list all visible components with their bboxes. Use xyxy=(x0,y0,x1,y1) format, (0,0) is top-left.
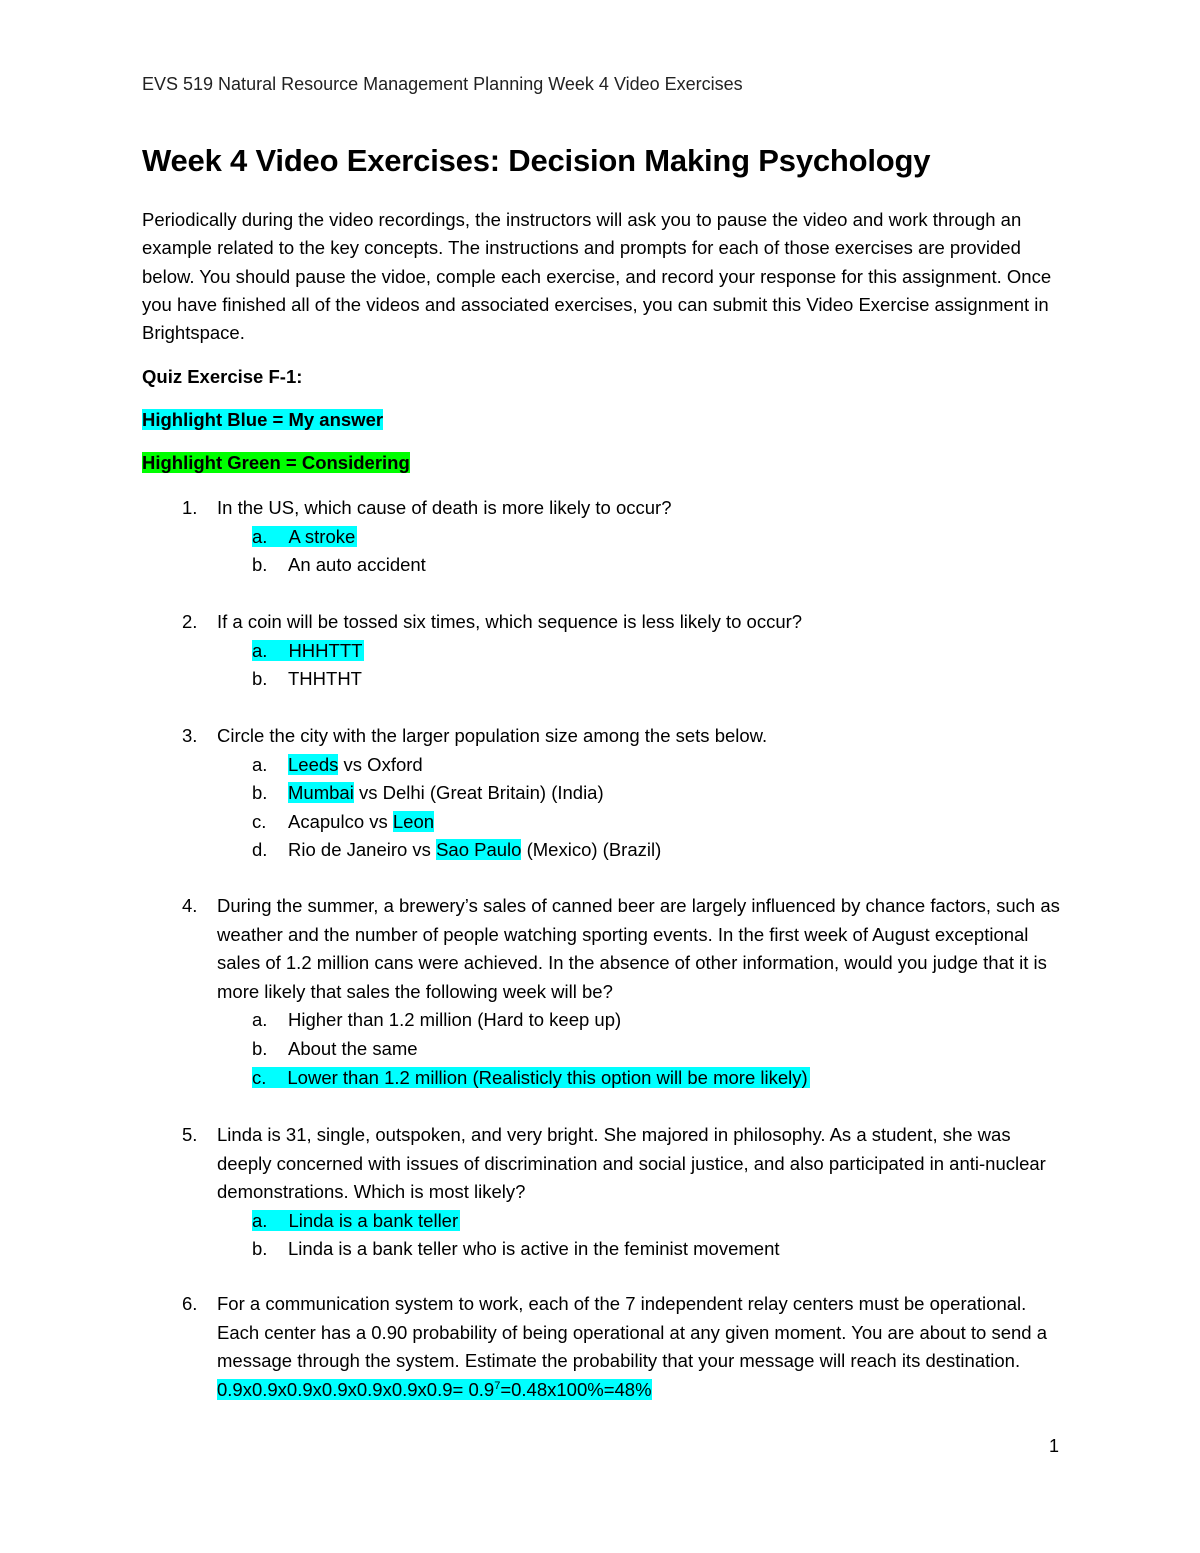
selected-answer: Sao Paulo xyxy=(436,839,522,861)
option-b: b. THHTHT xyxy=(252,668,362,690)
selected-answer: a. A stroke xyxy=(252,525,356,547)
page-header: EVS 519 Natural Resource Management Planning Week 4 Video Exercises xyxy=(142,74,743,94)
selected-answer: a. HHHTTT xyxy=(252,639,363,661)
selected-answer: c. Lower than 1.2 million (Realisticly this option will be more likely) xyxy=(252,1066,808,1088)
question-1 xyxy=(182,494,1062,580)
question-number: 6. xyxy=(182,1293,198,1314)
option-c xyxy=(252,1064,1062,1093)
question-number: 3. xyxy=(182,725,198,746)
quiz-label: Quiz Exercise F-1: xyxy=(142,366,303,387)
intro-paragraph: Periodically during the video recordings, the instructors will ask you to pause the video and work through an example related to the key concepts. The instructions and prompts for each of those exercises are provided below. You should pause the vidoe, comple each exercise, and record your response for this assignment. Once you have finished all of the videos and associated exercises, you can submit this Video Exercise assignment in Brightspace. xyxy=(142,209,1052,344)
question-4 xyxy=(182,892,1062,1092)
option-b: b. About the same xyxy=(252,1037,418,1059)
option-a xyxy=(252,523,1062,552)
question-number: 1. xyxy=(182,497,198,518)
option-b: b. Mumbai vs Delhi (Great Britain) (India) xyxy=(252,782,604,804)
question-2 xyxy=(182,608,1062,694)
selected-answer: Mumbai xyxy=(288,782,354,804)
legend-green xyxy=(142,452,410,474)
question-text: Circle the city with the larger population size among the sets below. xyxy=(217,725,768,746)
option-a xyxy=(252,1207,1062,1236)
legend-blue xyxy=(142,409,383,431)
question-text: During the summer, a brewery’s sales of canned beer are largely influenced by chance factors, such as weather and the number of people watching sporting events. In the first week of August exceptional sales of 1.2 million cans were achieved. In the absence of other information, would you judge that it is more likely that sales the following week will be? xyxy=(217,895,1060,1002)
question-3 xyxy=(182,722,1062,865)
option-a: a. Leeds vs Oxford xyxy=(252,753,423,775)
option-d: d. Rio de Janeiro vs Sao Paulo (Mexico) (Brazil) xyxy=(252,839,662,861)
question-number: 2. xyxy=(182,611,198,632)
question-number: 5. xyxy=(182,1124,198,1145)
selected-answer: a. Linda is a bank teller xyxy=(252,1209,459,1231)
page-title: Week 4 Video Exercises: Decision Making Psychology xyxy=(142,143,931,178)
question-6 xyxy=(182,1290,1062,1404)
selected-answer: $0.9x0.9x0.9x0.9x0.9x0.9x0.9= 0.9^7=0.48x100\%=48\%$ xyxy=(217,1378,652,1400)
selected-answer: Leeds xyxy=(288,753,339,775)
page-number: 1 xyxy=(1049,1436,1060,1456)
legend-blue-text: Highlight Blue = My answer xyxy=(142,409,384,430)
legend-green-text: Highlight Green = Considering xyxy=(142,452,410,473)
question-text: If a coin will be tossed six times, which sequence is less likely to occur? xyxy=(217,611,803,632)
question-number: 4. xyxy=(182,895,198,916)
option-c: c. Acapulco vs Leon xyxy=(252,810,435,832)
option-b: b. An auto accident xyxy=(252,554,426,576)
question-text: For a communication system to work, each of the 7 independent relay centers must be operational. Each center has a 0.90 probability of being operational at any given moment. You are about to send a message through the system. Estimate the probability that your message will reach its destination. $0.9x0.9x0.9x0.9x0.9x0.9x0.9= 0.9^7=0.48x100\%=48\%$ xyxy=(217,1293,1047,1400)
question-5 xyxy=(182,1121,1062,1264)
option-b: b. Linda is a bank teller who is active in the feminist movement xyxy=(252,1238,780,1260)
option-a xyxy=(252,637,1062,666)
question-text: Linda is 31, single, outspoken, and very bright. She majored in philosophy. As a student, she was deeply concerned with issues of discrimination and social justice, and also participated in anti-nuclear demonstrations. Which is most likely? xyxy=(217,1124,1046,1203)
option-a: a. Higher than 1.2 million (Hard to keep up) xyxy=(252,1009,622,1031)
selected-answer: Leon xyxy=(392,810,435,832)
question-text: In the US, which cause of death is more likely to occur? xyxy=(217,497,672,518)
